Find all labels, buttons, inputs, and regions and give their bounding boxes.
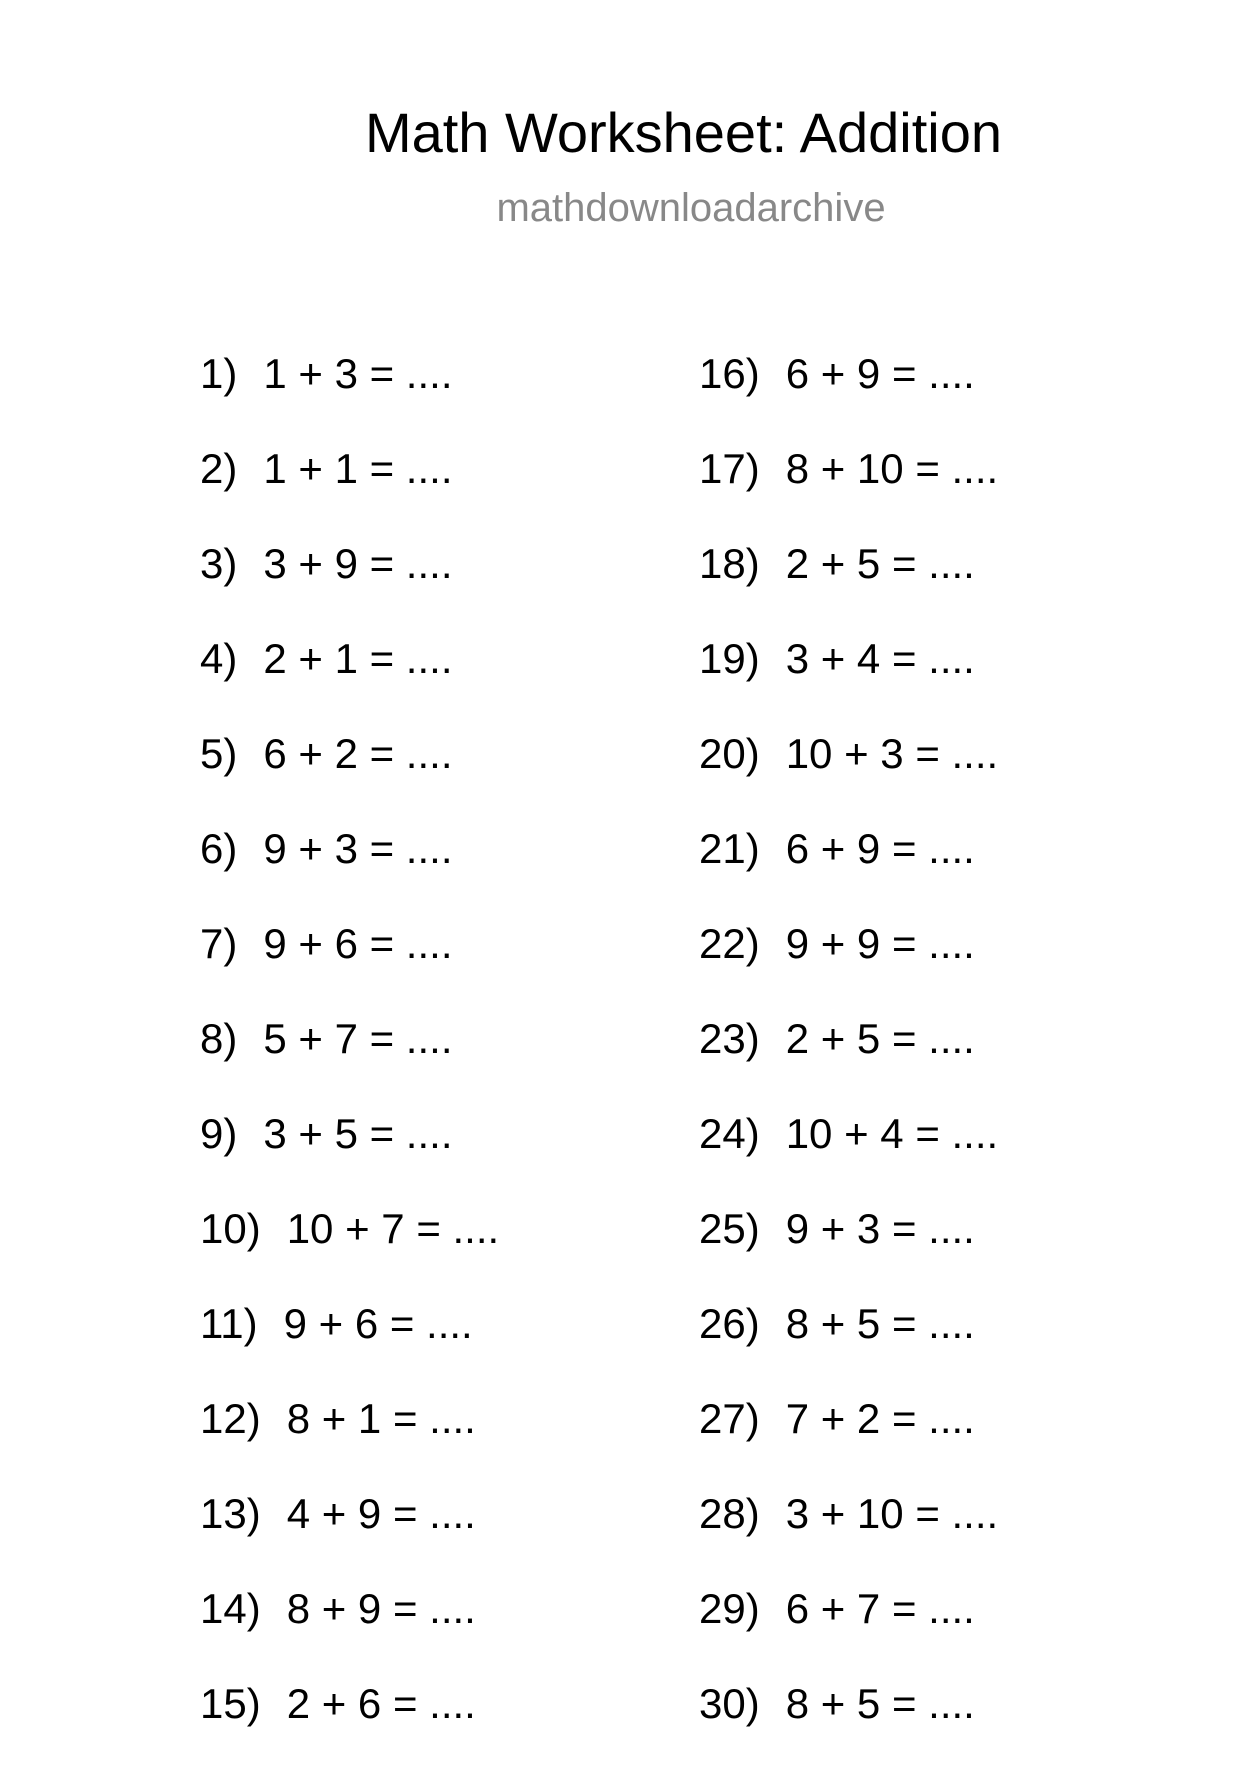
problem-expression: 3 + 5 = .... [263, 1110, 453, 1157]
problem-number: 12) [200, 1395, 261, 1442]
problem-number: 23) [699, 1015, 760, 1062]
problem-expression: 9 + 9 = .... [785, 920, 975, 967]
page-subtitle: mathdownloadarchive [496, 186, 886, 230]
problem-number: 30) [699, 1680, 760, 1727]
problem-number: 27) [699, 1395, 760, 1442]
problem-item [699, 1393, 1159, 1488]
problem-number: 15) [200, 1680, 261, 1727]
problem-expression: 1 + 1 = .... [263, 445, 453, 492]
problem-item [699, 348, 1159, 443]
problem-item [699, 1203, 1159, 1298]
problem-item [699, 633, 1159, 728]
problem-number: 18) [699, 540, 760, 587]
problem-number: 13) [200, 1490, 261, 1537]
problem-item [699, 1298, 1159, 1393]
problem-item [200, 1108, 660, 1203]
problem-number: 29) [699, 1585, 760, 1632]
problem-number: 19) [699, 635, 760, 682]
problem-item [699, 1488, 1159, 1583]
problem-item [699, 1013, 1159, 1108]
problem-item [200, 633, 660, 728]
problem-expression: 8 + 1 = .... [286, 1395, 476, 1442]
problem-number: 7) [200, 920, 238, 967]
problem-number: 2) [200, 445, 238, 492]
problem-item [200, 1678, 660, 1773]
problem-number: 16) [699, 350, 760, 397]
problem-item [200, 823, 660, 918]
problem-expression: 3 + 9 = .... [263, 540, 453, 587]
problem-item [699, 1678, 1159, 1773]
problem-number: 8) [200, 1015, 238, 1062]
problem-number: 17) [699, 445, 760, 492]
problem-expression: 10 + 4 = .... [785, 1110, 999, 1157]
problem-number: 1) [200, 350, 238, 397]
problem-item [200, 728, 660, 823]
problem-expression: 2 + 6 = .... [286, 1680, 476, 1727]
problem-number: 5) [200, 730, 238, 777]
problem-expression: 2 + 5 = .... [785, 540, 975, 587]
problem-expression: 3 + 4 = .... [785, 635, 975, 682]
problem-expression: 4 + 9 = .... [286, 1490, 476, 1537]
problem-expression: 1 + 3 = .... [263, 350, 453, 397]
problem-expression: 2 + 1 = .... [263, 635, 453, 682]
problem-expression: 8 + 9 = .... [286, 1585, 476, 1632]
problem-item [699, 918, 1159, 1013]
problem-item [699, 1108, 1159, 1203]
problem-number: 3) [200, 540, 238, 587]
problem-expression: 9 + 6 = .... [283, 1300, 473, 1347]
problem-expression: 6 + 9 = .... [785, 350, 975, 397]
problem-expression: 6 + 2 = .... [263, 730, 453, 777]
problem-number: 10) [200, 1205, 261, 1252]
problem-item [200, 1393, 660, 1488]
problem-column-left [200, 348, 660, 1773]
problem-expression: 8 + 5 = .... [785, 1300, 975, 1347]
problem-number: 4) [200, 635, 238, 682]
page-title: Math Worksheet: Addition [364, 101, 1003, 164]
problem-number: 22) [699, 920, 760, 967]
problem-expression: 9 + 3 = .... [785, 1205, 975, 1252]
problem-number: 20) [699, 730, 760, 777]
problem-expression: 6 + 9 = .... [785, 825, 975, 872]
problem-expression: 7 + 2 = .... [785, 1395, 975, 1442]
problem-item [200, 918, 660, 1013]
problem-expression: 9 + 3 = .... [263, 825, 453, 872]
problem-expression: 9 + 6 = .... [263, 920, 453, 967]
problem-item [699, 538, 1159, 633]
problem-number: 26) [699, 1300, 760, 1347]
problem-expression: 8 + 10 = .... [785, 445, 999, 492]
problem-item [200, 1488, 660, 1583]
problem-number: 24) [699, 1110, 760, 1157]
problem-item [200, 538, 660, 633]
problem-item [699, 443, 1159, 538]
problem-item [200, 1583, 660, 1678]
problem-item [200, 1203, 660, 1298]
problem-expression: 3 + 10 = .... [785, 1490, 999, 1537]
problem-item [699, 823, 1159, 918]
problem-number: 14) [200, 1585, 261, 1632]
problem-item [699, 1583, 1159, 1678]
problem-expression: 6 + 7 = .... [785, 1585, 975, 1632]
problem-number: 21) [699, 825, 760, 872]
problem-number: 25) [699, 1205, 760, 1252]
problem-expression: 2 + 5 = .... [785, 1015, 975, 1062]
problem-number: 9) [200, 1110, 238, 1157]
problem-expression: 10 + 7 = .... [286, 1205, 500, 1252]
problem-item [699, 728, 1159, 823]
problem-item [200, 1298, 660, 1393]
problem-column-right [699, 348, 1159, 1773]
problem-expression: 8 + 5 = .... [785, 1680, 975, 1727]
problem-number: 11) [200, 1300, 258, 1347]
problem-number: 6) [200, 825, 238, 872]
problem-expression: 10 + 3 = .... [785, 730, 999, 777]
problem-item [200, 443, 660, 538]
problem-item [200, 1013, 660, 1108]
problem-number: 28) [699, 1490, 760, 1537]
problem-expression: 5 + 7 = .... [263, 1015, 453, 1062]
problem-item [200, 348, 660, 443]
